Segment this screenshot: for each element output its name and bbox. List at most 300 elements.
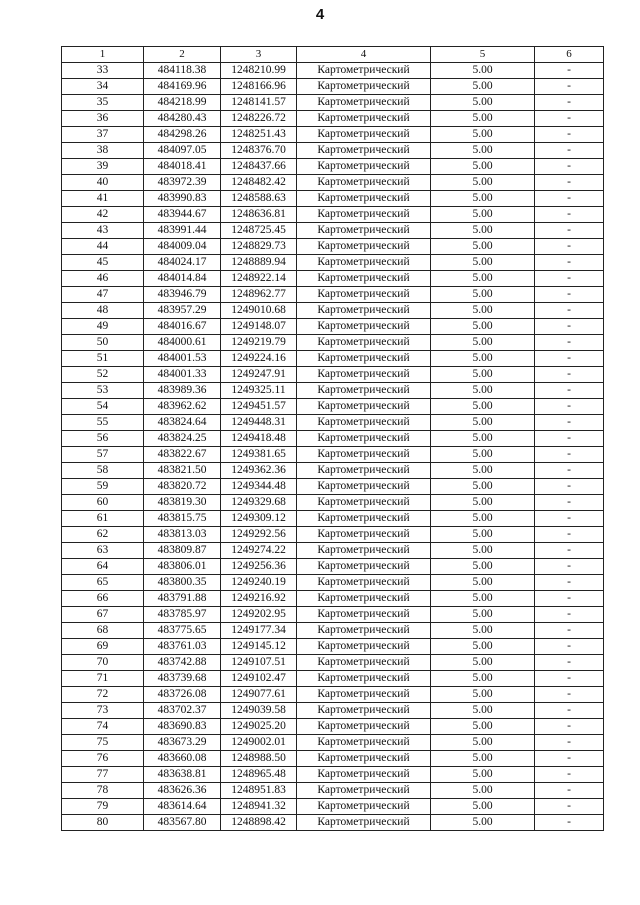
point-number-cell: 54	[62, 399, 144, 415]
point-number-cell: 35	[62, 95, 144, 111]
point-number-cell: 62	[62, 527, 144, 543]
method-cell: Картометрический	[297, 719, 431, 735]
coord-y-cell: 1249102.47	[221, 671, 297, 687]
method-cell: Картометрический	[297, 143, 431, 159]
coord-x-cell: 483824.64	[144, 415, 221, 431]
table-row	[62, 95, 604, 111]
coord-x-cell: 483638.81	[144, 767, 221, 783]
table-row	[62, 127, 604, 143]
coord-y-cell: 1249344.48	[221, 479, 297, 495]
accuracy-cell: 5.00	[431, 207, 535, 223]
note-cell: -	[535, 671, 604, 687]
method-cell: Картометрический	[297, 415, 431, 431]
coord-y-cell: 1248226.72	[221, 111, 297, 127]
coord-x-cell: 483991.44	[144, 223, 221, 239]
coord-y-cell: 1249418.48	[221, 431, 297, 447]
coord-y-cell: 1249224.16	[221, 351, 297, 367]
table-row	[62, 111, 604, 127]
table-row	[62, 559, 604, 575]
accuracy-cell: 5.00	[431, 639, 535, 655]
method-cell: Картометрический	[297, 703, 431, 719]
method-cell: Картометрический	[297, 111, 431, 127]
coord-x-cell: 483806.01	[144, 559, 221, 575]
point-number-cell: 41	[62, 191, 144, 207]
table-row	[62, 671, 604, 687]
point-number-cell: 68	[62, 623, 144, 639]
point-number-cell: 42	[62, 207, 144, 223]
column-header: 6	[535, 47, 604, 63]
table-row	[62, 479, 604, 495]
point-number-cell: 45	[62, 255, 144, 271]
table-row	[62, 623, 604, 639]
coord-y-cell: 1249381.65	[221, 447, 297, 463]
point-number-cell: 59	[62, 479, 144, 495]
note-cell: -	[535, 447, 604, 463]
table-row	[62, 527, 604, 543]
coord-y-cell: 1249216.92	[221, 591, 297, 607]
method-cell: Картометрический	[297, 303, 431, 319]
coord-x-cell: 484014.84	[144, 271, 221, 287]
point-number-cell: 58	[62, 463, 144, 479]
coord-x-cell: 484024.17	[144, 255, 221, 271]
note-cell: -	[535, 511, 604, 527]
table-row	[62, 719, 604, 735]
note-cell: -	[535, 127, 604, 143]
coord-y-cell: 1248166.96	[221, 79, 297, 95]
point-number-cell: 37	[62, 127, 144, 143]
coord-x-cell: 483785.97	[144, 607, 221, 623]
note-cell: -	[535, 399, 604, 415]
coord-x-cell: 483989.36	[144, 383, 221, 399]
coord-x-cell: 483821.50	[144, 463, 221, 479]
method-cell: Картометрический	[297, 383, 431, 399]
coord-x-cell: 483813.03	[144, 527, 221, 543]
coord-y-cell: 1249077.61	[221, 687, 297, 703]
coord-x-cell: 483815.75	[144, 511, 221, 527]
coord-x-cell: 483820.72	[144, 479, 221, 495]
table-row	[62, 687, 604, 703]
table-row	[62, 815, 604, 831]
table-header-row	[62, 47, 604, 63]
coord-y-cell: 1249448.31	[221, 415, 297, 431]
accuracy-cell: 5.00	[431, 559, 535, 575]
note-cell: -	[535, 271, 604, 287]
method-cell: Картометрический	[297, 95, 431, 111]
point-number-cell: 43	[62, 223, 144, 239]
coord-y-cell: 1249247.91	[221, 367, 297, 383]
table-row	[62, 783, 604, 799]
method-cell: Картометрический	[297, 479, 431, 495]
coord-y-cell: 1249256.36	[221, 559, 297, 575]
table-row	[62, 495, 604, 511]
note-cell: -	[535, 415, 604, 431]
coord-y-cell: 1249451.57	[221, 399, 297, 415]
method-cell: Картометрический	[297, 319, 431, 335]
note-cell: -	[535, 543, 604, 559]
accuracy-cell: 5.00	[431, 623, 535, 639]
accuracy-cell: 5.00	[431, 239, 535, 255]
note-cell: -	[535, 703, 604, 719]
method-cell: Картометрический	[297, 255, 431, 271]
coord-y-cell: 1248951.83	[221, 783, 297, 799]
note-cell: -	[535, 175, 604, 191]
coord-y-cell: 1249219.79	[221, 335, 297, 351]
coord-x-cell: 483567.80	[144, 815, 221, 831]
method-cell: Картометрический	[297, 799, 431, 815]
method-cell: Картометрический	[297, 751, 431, 767]
method-cell: Картометрический	[297, 271, 431, 287]
coord-x-cell: 483972.39	[144, 175, 221, 191]
coord-x-cell: 483800.35	[144, 575, 221, 591]
accuracy-cell: 5.00	[431, 463, 535, 479]
point-number-cell: 79	[62, 799, 144, 815]
table-row	[62, 543, 604, 559]
accuracy-cell: 5.00	[431, 223, 535, 239]
coord-y-cell: 1249039.58	[221, 703, 297, 719]
column-header: 4	[297, 47, 431, 63]
accuracy-cell: 5.00	[431, 607, 535, 623]
method-cell: Картометрический	[297, 559, 431, 575]
table-row	[62, 351, 604, 367]
accuracy-cell: 5.00	[431, 143, 535, 159]
coord-y-cell: 1249010.68	[221, 303, 297, 319]
coord-x-cell: 483726.08	[144, 687, 221, 703]
note-cell: -	[535, 159, 604, 175]
note-cell: -	[535, 207, 604, 223]
table-row	[62, 223, 604, 239]
method-cell: Картометрический	[297, 527, 431, 543]
coord-x-cell: 483614.64	[144, 799, 221, 815]
point-number-cell: 53	[62, 383, 144, 399]
accuracy-cell: 5.00	[431, 111, 535, 127]
accuracy-cell: 5.00	[431, 175, 535, 191]
coord-x-cell: 484018.41	[144, 159, 221, 175]
table-row	[62, 63, 604, 79]
accuracy-cell: 5.00	[431, 575, 535, 591]
note-cell: -	[535, 655, 604, 671]
note-cell: -	[535, 239, 604, 255]
table-row	[62, 655, 604, 671]
point-number-cell: 69	[62, 639, 144, 655]
method-cell: Картометрический	[297, 431, 431, 447]
coord-y-cell: 1249202.95	[221, 607, 297, 623]
coord-x-cell: 483761.03	[144, 639, 221, 655]
method-cell: Картометрический	[297, 63, 431, 79]
coord-y-cell: 1248376.70	[221, 143, 297, 159]
note-cell: -	[535, 351, 604, 367]
method-cell: Картометрический	[297, 79, 431, 95]
accuracy-cell: 5.00	[431, 255, 535, 271]
method-cell: Картометрический	[297, 399, 431, 415]
table-row	[62, 735, 604, 751]
coord-y-cell: 1249362.36	[221, 463, 297, 479]
accuracy-cell: 5.00	[431, 159, 535, 175]
coord-y-cell: 1249325.11	[221, 383, 297, 399]
point-number-cell: 57	[62, 447, 144, 463]
point-number-cell: 50	[62, 335, 144, 351]
point-number-cell: 75	[62, 735, 144, 751]
coord-y-cell: 1248898.42	[221, 815, 297, 831]
coord-y-cell: 1249177.34	[221, 623, 297, 639]
table-row	[62, 751, 604, 767]
note-cell: -	[535, 255, 604, 271]
point-number-cell: 33	[62, 63, 144, 79]
method-cell: Картометрический	[297, 591, 431, 607]
coord-x-cell: 483957.29	[144, 303, 221, 319]
coord-y-cell: 1249329.68	[221, 495, 297, 511]
point-number-cell: 56	[62, 431, 144, 447]
coord-x-cell: 483990.83	[144, 191, 221, 207]
note-cell: -	[535, 95, 604, 111]
accuracy-cell: 5.00	[431, 287, 535, 303]
coord-x-cell: 484016.67	[144, 319, 221, 335]
accuracy-cell: 5.00	[431, 543, 535, 559]
coord-y-cell: 1248482.42	[221, 175, 297, 191]
point-number-cell: 47	[62, 287, 144, 303]
coord-y-cell: 1248988.50	[221, 751, 297, 767]
note-cell: -	[535, 575, 604, 591]
coord-y-cell: 1248962.77	[221, 287, 297, 303]
note-cell: -	[535, 287, 604, 303]
point-number-cell: 80	[62, 815, 144, 831]
note-cell: -	[535, 463, 604, 479]
point-number-cell: 46	[62, 271, 144, 287]
method-cell: Картометрический	[297, 351, 431, 367]
note-cell: -	[535, 335, 604, 351]
coord-x-cell: 484009.04	[144, 239, 221, 255]
coord-x-cell: 484001.53	[144, 351, 221, 367]
accuracy-cell: 5.00	[431, 671, 535, 687]
coordinates-table	[61, 46, 604, 831]
point-number-cell: 72	[62, 687, 144, 703]
accuracy-cell: 5.00	[431, 79, 535, 95]
coord-x-cell: 484169.96	[144, 79, 221, 95]
point-number-cell: 61	[62, 511, 144, 527]
point-number-cell: 74	[62, 719, 144, 735]
note-cell: -	[535, 79, 604, 95]
table-row	[62, 79, 604, 95]
method-cell: Картометрический	[297, 159, 431, 175]
table-row	[62, 287, 604, 303]
table-row	[62, 799, 604, 815]
method-cell: Картометрический	[297, 175, 431, 191]
accuracy-cell: 5.00	[431, 735, 535, 751]
coord-y-cell: 1249309.12	[221, 511, 297, 527]
coord-y-cell: 1249274.22	[221, 543, 297, 559]
accuracy-cell: 5.00	[431, 367, 535, 383]
coord-y-cell: 1248210.99	[221, 63, 297, 79]
coord-x-cell: 483822.67	[144, 447, 221, 463]
coord-y-cell: 1249292.56	[221, 527, 297, 543]
table-row	[62, 303, 604, 319]
coord-x-cell: 483690.83	[144, 719, 221, 735]
accuracy-cell: 5.00	[431, 751, 535, 767]
coord-x-cell: 484000.61	[144, 335, 221, 351]
coord-y-cell: 1248941.32	[221, 799, 297, 815]
point-number-cell: 73	[62, 703, 144, 719]
coord-x-cell: 483775.65	[144, 623, 221, 639]
table-row	[62, 447, 604, 463]
coord-y-cell: 1248251.43	[221, 127, 297, 143]
accuracy-cell: 5.00	[431, 63, 535, 79]
accuracy-cell: 5.00	[431, 431, 535, 447]
coord-x-cell: 483809.87	[144, 543, 221, 559]
note-cell: -	[535, 143, 604, 159]
method-cell: Картометрический	[297, 543, 431, 559]
accuracy-cell: 5.00	[431, 351, 535, 367]
accuracy-cell: 5.00	[431, 335, 535, 351]
accuracy-cell: 5.00	[431, 191, 535, 207]
table-row	[62, 335, 604, 351]
point-number-cell: 52	[62, 367, 144, 383]
table-row	[62, 319, 604, 335]
point-number-cell: 51	[62, 351, 144, 367]
accuracy-cell: 5.00	[431, 511, 535, 527]
note-cell: -	[535, 799, 604, 815]
coord-y-cell: 1248636.81	[221, 207, 297, 223]
method-cell: Картометрический	[297, 639, 431, 655]
point-number-cell: 63	[62, 543, 144, 559]
table-row	[62, 383, 604, 399]
point-number-cell: 77	[62, 767, 144, 783]
method-cell: Картометрический	[297, 287, 431, 303]
accuracy-cell: 5.00	[431, 687, 535, 703]
coord-y-cell: 1248141.57	[221, 95, 297, 111]
point-number-cell: 34	[62, 79, 144, 95]
coord-y-cell: 1249025.20	[221, 719, 297, 735]
table-row	[62, 191, 604, 207]
accuracy-cell: 5.00	[431, 719, 535, 735]
point-number-cell: 76	[62, 751, 144, 767]
coord-y-cell: 1248922.14	[221, 271, 297, 287]
coord-x-cell: 483819.30	[144, 495, 221, 511]
point-number-cell: 38	[62, 143, 144, 159]
accuracy-cell: 5.00	[431, 95, 535, 111]
note-cell: -	[535, 223, 604, 239]
point-number-cell: 70	[62, 655, 144, 671]
coord-x-cell: 483626.36	[144, 783, 221, 799]
column-header: 2	[144, 47, 221, 63]
coord-y-cell: 1249107.51	[221, 655, 297, 671]
accuracy-cell: 5.00	[431, 319, 535, 335]
accuracy-cell: 5.00	[431, 447, 535, 463]
note-cell: -	[535, 479, 604, 495]
accuracy-cell: 5.00	[431, 399, 535, 415]
coord-y-cell: 1248889.94	[221, 255, 297, 271]
note-cell: -	[535, 383, 604, 399]
note-cell: -	[535, 527, 604, 543]
note-cell: -	[535, 719, 604, 735]
note-cell: -	[535, 751, 604, 767]
coord-x-cell: 483946.79	[144, 287, 221, 303]
point-number-cell: 40	[62, 175, 144, 191]
table-row	[62, 575, 604, 591]
coord-x-cell: 483742.88	[144, 655, 221, 671]
point-number-cell: 71	[62, 671, 144, 687]
note-cell: -	[535, 495, 604, 511]
coord-x-cell: 483791.88	[144, 591, 221, 607]
method-cell: Картометрический	[297, 687, 431, 703]
table-row	[62, 511, 604, 527]
table-row	[62, 207, 604, 223]
accuracy-cell: 5.00	[431, 703, 535, 719]
note-cell: -	[535, 607, 604, 623]
note-cell: -	[535, 767, 604, 783]
point-number-cell: 65	[62, 575, 144, 591]
coord-y-cell: 1249240.19	[221, 575, 297, 591]
table-row	[62, 239, 604, 255]
table-row	[62, 431, 604, 447]
note-cell: -	[535, 303, 604, 319]
point-number-cell: 44	[62, 239, 144, 255]
coord-x-cell: 483824.25	[144, 431, 221, 447]
column-header: 3	[221, 47, 297, 63]
method-cell: Картометрический	[297, 655, 431, 671]
coord-y-cell: 1249148.07	[221, 319, 297, 335]
accuracy-cell: 5.00	[431, 415, 535, 431]
method-cell: Картометрический	[297, 495, 431, 511]
coord-x-cell: 484118.38	[144, 63, 221, 79]
table-body	[62, 47, 604, 831]
point-number-cell: 39	[62, 159, 144, 175]
note-cell: -	[535, 319, 604, 335]
coord-y-cell: 1248588.63	[221, 191, 297, 207]
method-cell: Картометрический	[297, 735, 431, 751]
point-number-cell: 64	[62, 559, 144, 575]
coord-x-cell: 483660.08	[144, 751, 221, 767]
accuracy-cell: 5.00	[431, 767, 535, 783]
method-cell: Картометрический	[297, 575, 431, 591]
coord-x-cell: 483739.68	[144, 671, 221, 687]
table-row	[62, 399, 604, 415]
method-cell: Картометрический	[297, 463, 431, 479]
method-cell: Картометрический	[297, 223, 431, 239]
method-cell: Картометрический	[297, 511, 431, 527]
point-number-cell: 78	[62, 783, 144, 799]
accuracy-cell: 5.00	[431, 655, 535, 671]
note-cell: -	[535, 191, 604, 207]
coord-x-cell: 483944.67	[144, 207, 221, 223]
method-cell: Картометрический	[297, 607, 431, 623]
table-row	[62, 463, 604, 479]
method-cell: Картометрический	[297, 367, 431, 383]
point-number-cell: 67	[62, 607, 144, 623]
note-cell: -	[535, 559, 604, 575]
table-row	[62, 367, 604, 383]
accuracy-cell: 5.00	[431, 303, 535, 319]
method-cell: Картометрический	[297, 239, 431, 255]
table-row	[62, 143, 604, 159]
method-cell: Картометрический	[297, 671, 431, 687]
note-cell: -	[535, 431, 604, 447]
method-cell: Картометрический	[297, 767, 431, 783]
note-cell: -	[535, 111, 604, 127]
coord-y-cell: 1249002.01	[221, 735, 297, 751]
coord-x-cell: 483673.29	[144, 735, 221, 751]
note-cell: -	[535, 367, 604, 383]
point-number-cell: 48	[62, 303, 144, 319]
method-cell: Картометрический	[297, 447, 431, 463]
table-row	[62, 639, 604, 655]
coord-x-cell: 484280.43	[144, 111, 221, 127]
table-row	[62, 255, 604, 271]
method-cell: Картометрический	[297, 191, 431, 207]
table-row	[62, 159, 604, 175]
point-number-cell: 66	[62, 591, 144, 607]
table-row	[62, 767, 604, 783]
accuracy-cell: 5.00	[431, 495, 535, 511]
method-cell: Картометрический	[297, 623, 431, 639]
